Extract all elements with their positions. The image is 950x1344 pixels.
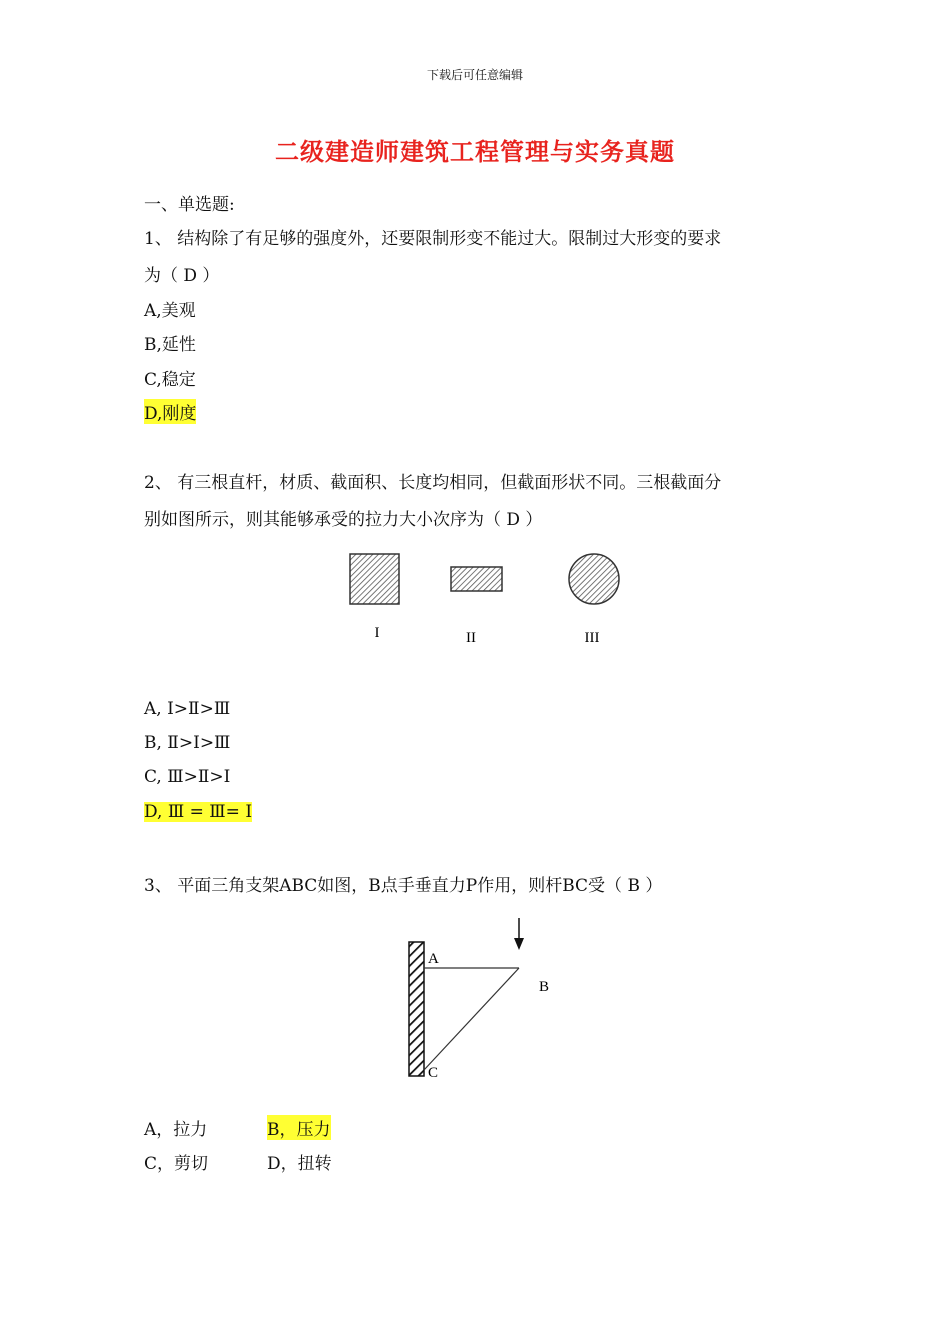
q1-option-a: A,美观 [144, 301, 196, 321]
q3-text-line1: 3、 平面三角支架ABC如图，B点手垂直力P作用，则杆BC受（ B ） [144, 876, 663, 896]
square-section [350, 554, 399, 604]
q2-option-a: A, Ⅰ>Ⅱ>Ⅲ [144, 699, 231, 719]
q3-option-d: D，扭转 [267, 1154, 332, 1174]
bar-bc [424, 968, 519, 1070]
cross-sections-figure [330, 540, 630, 655]
q3-option-b-answer: B，压力 [267, 1115, 331, 1140]
circle-section [569, 554, 619, 604]
q2-option-c: C, Ⅲ>Ⅱ>Ⅰ [144, 767, 231, 787]
wall-support [409, 942, 424, 1076]
q1-option-c: C,稳定 [144, 370, 196, 390]
q3-option-c: C，剪切 [144, 1154, 209, 1174]
label-section-2: II [466, 630, 476, 646]
q1-text-line2: 为（ D ） [144, 266, 220, 286]
section-heading: 一、单选题: [144, 195, 235, 215]
page-title: 二级建造师建筑工程管理与实务真题 [275, 137, 675, 166]
rect-section [451, 567, 502, 591]
q2-text-line2: 别如图所示，则其能够承受的拉力大小次序为（ D ） [144, 510, 543, 530]
q1-text-line1: 1、 结构除了有足够的强度外，还要限制形变不能过大。限制过大形变的要求 [144, 229, 722, 249]
q2-text-line1: 2、 有三根直杆，材质、截面积、长度均相同，但截面形状不同。三根截面分 [144, 473, 722, 493]
q1-option-d-answer: D,刚度 [144, 399, 196, 424]
page-header: 下载后可任意编辑 [426, 68, 523, 82]
truss-figure [395, 910, 565, 1085]
label-b: B [539, 979, 550, 995]
force-arrow-head [514, 938, 524, 950]
label-a: A [428, 951, 439, 967]
label-section-3: III [584, 630, 600, 646]
label-c: C [428, 1065, 439, 1081]
label-section-1: I [374, 625, 380, 641]
q2-option-d-answer: D, Ⅲ = Ⅲ= Ⅰ [144, 802, 253, 822]
q3-option-a: A，拉力 [144, 1120, 208, 1140]
q2-option-b: B, Ⅱ>Ⅰ>Ⅲ [144, 733, 231, 753]
q1-option-b: B,延性 [144, 335, 196, 355]
